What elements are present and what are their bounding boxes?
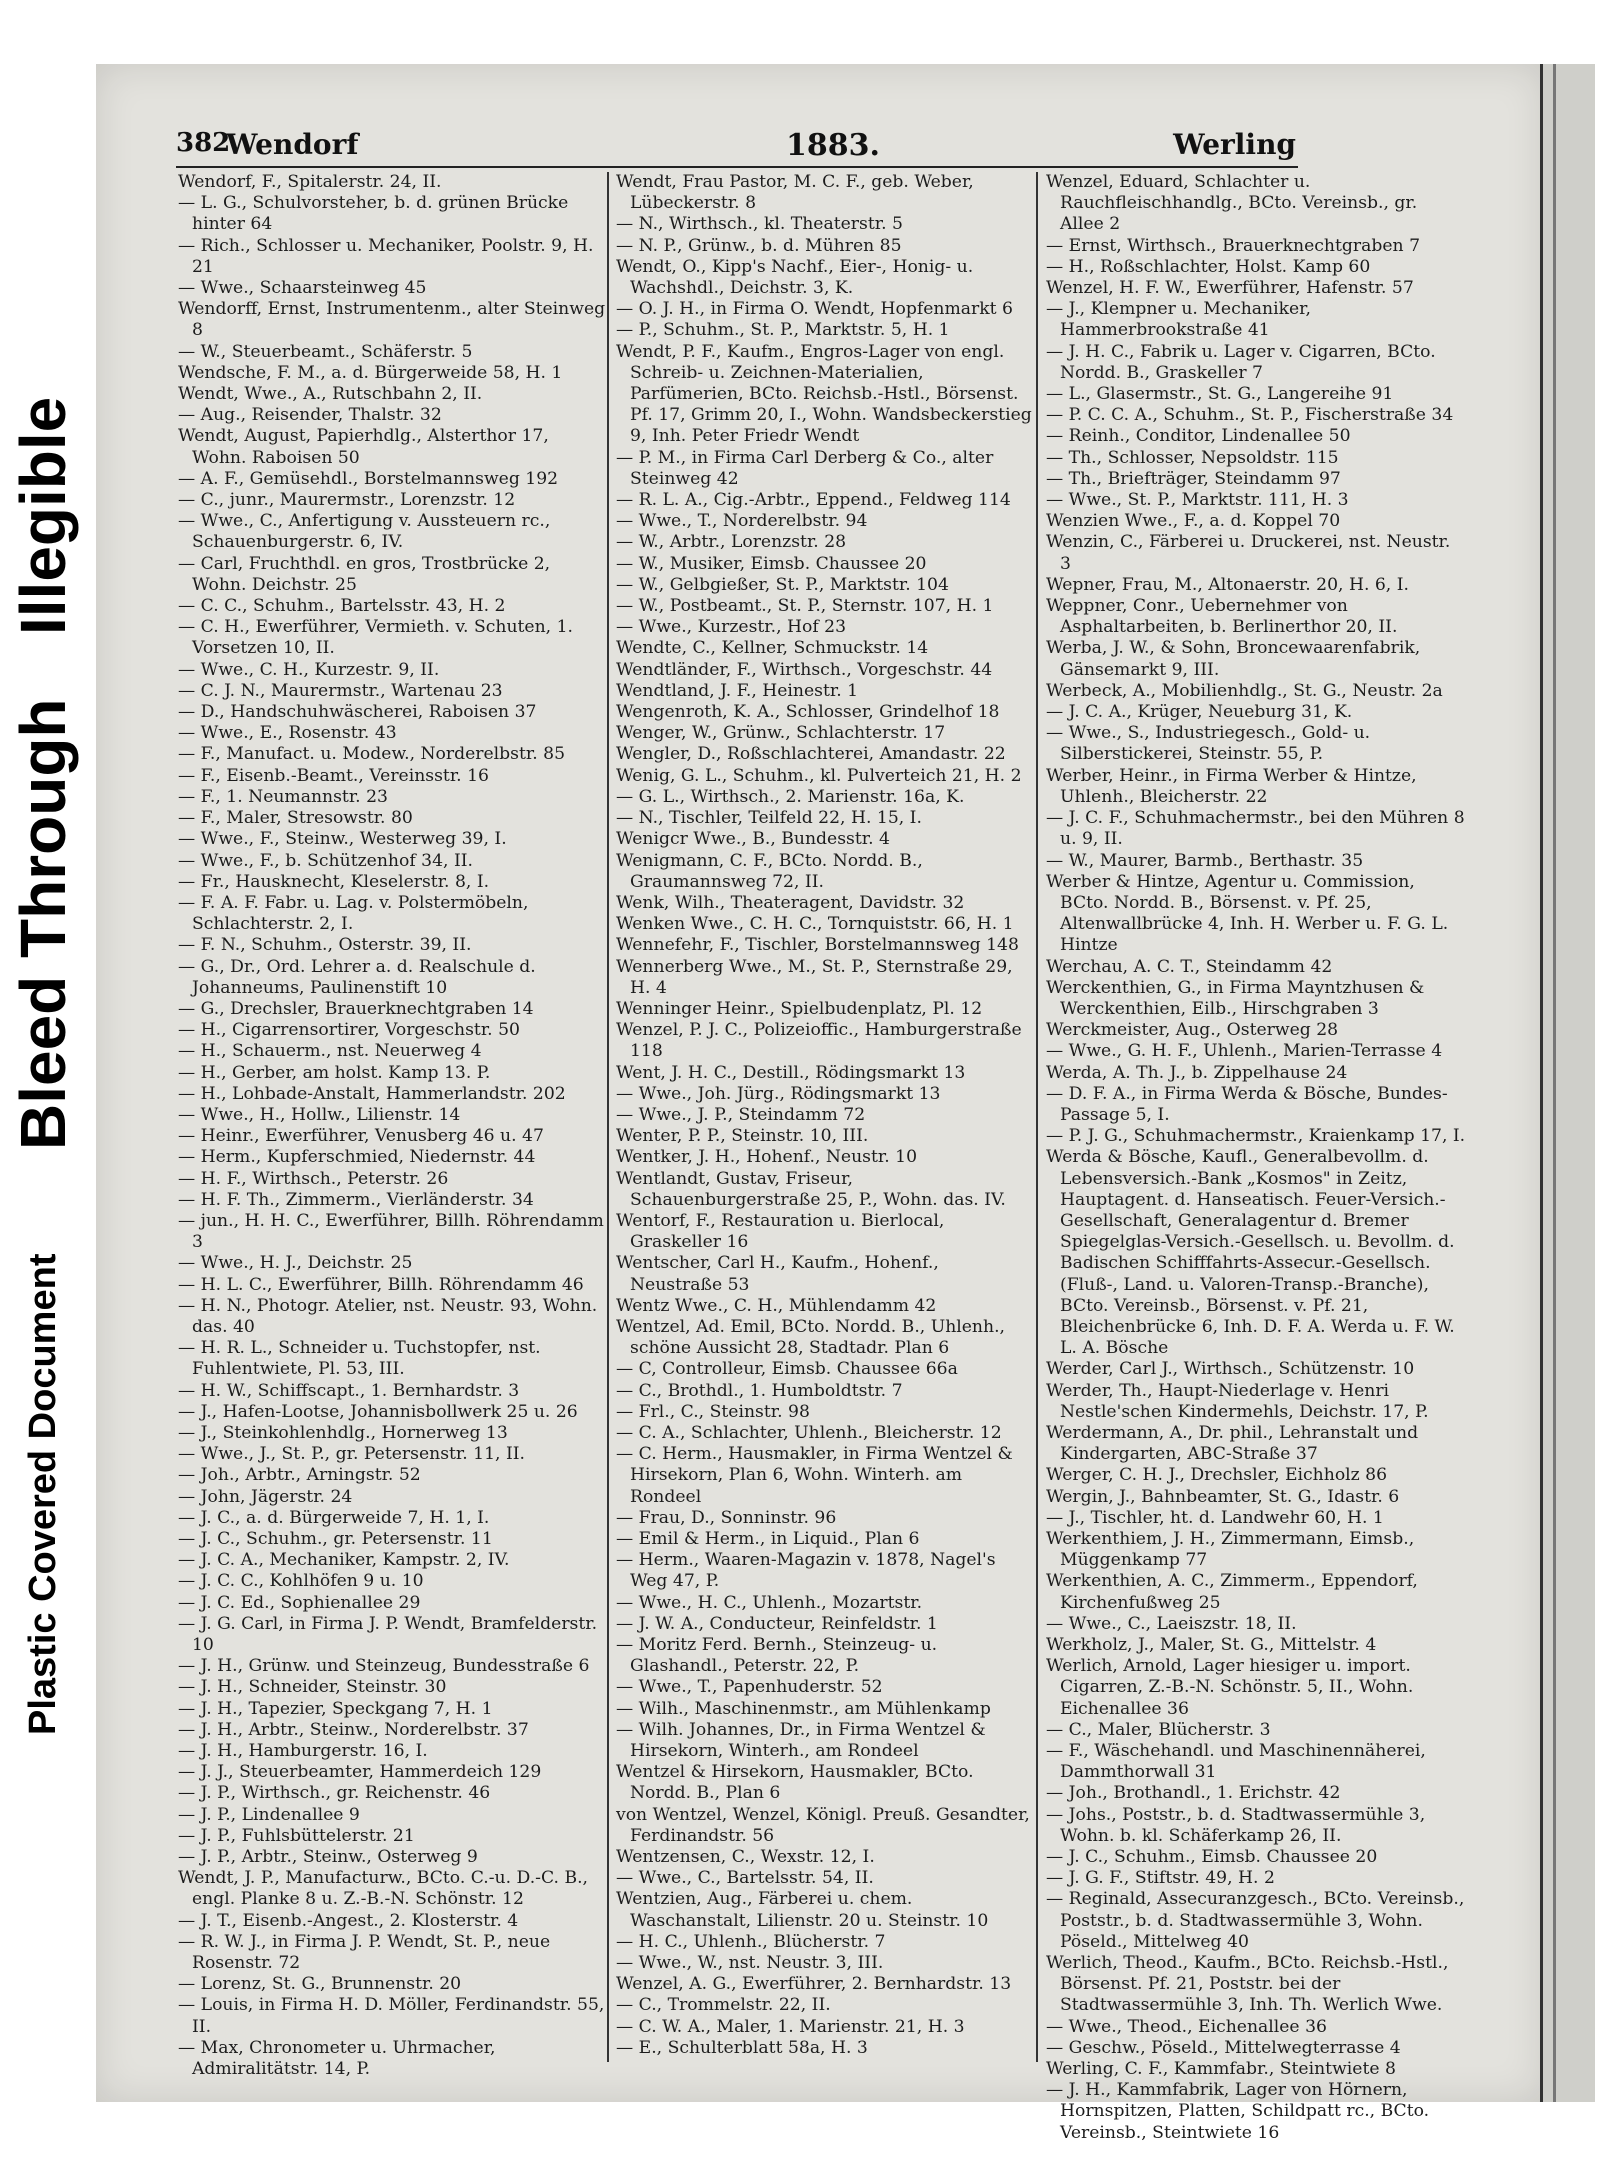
directory-entry: — G., Dr., Ord. Lehrer a. d. Realschule d. Johanneums, Paulinenstift 10: [178, 956, 536, 998]
directory-entry: Werckmeister, Aug., Osterweg 28: [1046, 1020, 1339, 1041]
directory-entry: — H., Lohbade-Anstalt, Hammerlandstr. 202: [178, 1083, 566, 1104]
directory-entry: — Herm., Waaren-Magazin v. 1878, Nagel's Weg 47, P.: [616, 1550, 996, 1592]
directory-entry: Wenzin, C., Färberei u. Druckerei, nst. Neustr. 3: [1046, 532, 1451, 574]
directory-entry: Werkenthien, A. C., Zimmerm., Eppendorf, Kirchenfußweg 25: [1046, 1571, 1418, 1613]
directory-entry: Wenzel, Eduard, Schlachter u. Rauchfleischhandlg., BCto. Vereinsb., gr. Allee 2: [1046, 172, 1418, 235]
directory-entry: — Moritz Ferd. Bernh., Steinzeug- u. Glashandl., Peterstr. 22, P.: [616, 1635, 938, 1677]
directory-entry: — J. W. A., Conducteur, Reinfeldstr. 1: [616, 1613, 938, 1634]
directory-entry: Wendorff, Ernst, Instrumentenm., alter Steinweg 8: [178, 299, 606, 341]
directory-entry: Wenzien Wwe., F., a. d. Koppel 70: [1046, 511, 1341, 532]
directory-entry: Werkenthiem, J. H., Zimmermann, Eimsb., Müggenkamp 77: [1046, 1529, 1415, 1571]
directory-entry: — G., Drechsler, Brauerknechtgraben 14: [178, 998, 534, 1019]
directory-entry: Werdermann, A., Dr. phil., Lehranstalt und Kindergarten, ABC-Straße 37: [1046, 1422, 1419, 1465]
directory-entry: — L. G., Schulvorsteher, b. d. grünen Brücke hinter 64: [178, 193, 569, 235]
directory-entry: Werder, Th., Haupt-Niederlage v. Henri Nestle'schen Kindermehls, Deichstr. 17, P.: [1046, 1380, 1429, 1422]
directory-entry: — W., Gelbgießer, St. P., Marktstr. 104: [616, 574, 949, 595]
directory-entry: — Reginald, Assecuranzgesch., BCto. Vereinsb., Poststr., b. d. Stadtwassermühle 3, Wohn. Pöseld., Mittelweg 40: [1046, 1889, 1465, 1952]
directory-entry: — F., Manufact. u. Modew., Norderelbstr. 85: [178, 744, 566, 765]
directory-entry: — J. C. A., Mechaniker, Kampstr. 2, IV.: [178, 1550, 510, 1571]
directory-entry: — C., Trommelstr. 22, II.: [616, 1995, 831, 2016]
directory-entry: — J. C., Schuhm., gr. Petersenstr. 11: [178, 1529, 493, 1549]
directory-entry: — W., Postbeamt., St. P., Sternstr. 107, H. 1: [616, 596, 994, 617]
directory-entry: — H. F. Th., Zimmerm., Vierländerstr. 34: [178, 1189, 534, 1210]
directory-entry: — H. W., Schiffscapt., 1. Bernhardstr. 3: [178, 1380, 520, 1401]
directory-entry: Wenninger Heinr., Spielbudenplatz, Pl. 12: [616, 998, 983, 1019]
directory-entry: — C., Maler, Blücherstr. 3: [1046, 1719, 1271, 1740]
directory-entry: Wendt, P. F., Kaufm., Engros-Lager von engl. Schreib- u. Zeichnen-Materialien, Parfümerien, BCto. Reichsb.-Hstl., Börsenst. Pf. 17, Grimm 20, I., Wohn. Wandsbeckerstieg 9, Inh. Peter Friedr Wendt: [616, 341, 1032, 447]
directory-entry: — Wwe., F., b. Schützenhof 34, II.: [178, 850, 473, 871]
directory-entry: — J., Steinkohlenhdlg., Hornerweg 13: [178, 1422, 508, 1443]
directory-entry: — J. G. Carl, in Firma J. P. Wendt, Bramfelderstr. 10: [178, 1613, 598, 1656]
directory-entry: — J. H., Grünw. und Steinzeug, Bundesstraße 6: [178, 1656, 590, 1677]
directory-entry: — J. J., Steuerbeamter, Hammerdeich 129: [178, 1762, 542, 1783]
directory-entry: — J., Hafen-Lootse, Johannisbollwerk 25 u. 26: [178, 1401, 578, 1422]
directory-entry: — G. L., Wirthsch., 2. Marienstr. 16a, K.: [616, 786, 965, 807]
directory-entry: — J. C. C., Kohlhöfen 9 u. 10: [178, 1571, 424, 1592]
directory-entry: — H. C., Uhlenh., Blücherstr. 7: [616, 1931, 886, 1952]
directory-entry: — Heinr., Ewerführer, Venusberg 46 u. 47: [178, 1126, 544, 1147]
directory-entry: — J. C., Schuhm., Eimsb. Chaussee 20: [1046, 1847, 1378, 1868]
directory-entry: Wentscher, Carl H., Kaufm., Hohenf., Neustraße 53: [616, 1253, 939, 1295]
directory-entry: Werber & Hintze, Agentur u. Commission, BCto. Nordd. B., Börsenst. v. Pf. 25, Altenwallbrücke 4, Inh. H. Werber u. F. G. L. Hintze: [1046, 871, 1449, 956]
directory-entry: — Max, Chronometer u. Uhrmacher, Admiralitätstr. 14, P.: [178, 2037, 496, 2080]
directory-entry: — Aug., Reisender, Thalstr. 32: [178, 405, 442, 426]
directory-entry: Wentzensen, C., Wexstr. 12, I.: [616, 1847, 875, 1868]
directory-entry: Werckenthien, G., in Firma Mayntzhusen & Werckenthien, Eilb., Hirschgraben 3: [1046, 977, 1425, 1019]
directory-entry: — N., Tischler, Teilfeld 22, H. 15, I.: [616, 808, 922, 829]
directory-entry: Went, J. H. C., Destill., Rödingsmarkt 13: [616, 1062, 966, 1083]
directory-entry: — Wilh., Maschinenmstr., am Mühlenkamp: [616, 1698, 991, 1719]
directory-entry: — Wwe., S., Industriegesch., Gold- u. Silberstickerei, Steinstr. 55, P.: [1046, 723, 1371, 765]
directory-entry: — J. H., Kammfabrik, Lager von Hörnern, Hornspitzen, Platten, Schildpatt rc., BCto. Vereinsb., Steintwiete 16: [1046, 2080, 1430, 2143]
directory-entry: Wenigmann, C. F., BCto. Nordd. B., Graumannsweg 72, II.: [616, 850, 923, 892]
directory-entry: Werbeck, A., Mobilienhdlg., St. G., Neustr. 2a: [1046, 680, 1443, 701]
directory-entry: Wengler, D., Roßschlachterei, Amandastr. 22: [616, 744, 1006, 765]
directory-entry: Werlich, Theod., Kaufm., BCto. Reichsb.-Hstl., Börsenst. Pf. 21, Poststr. bei der Stadtwassermühle 3, Inh. Th. Werlich Wwe.: [1046, 1953, 1449, 2016]
directory-entry: — C. Herm., Hausmakler, in Firma Wentzel & Hirsekorn, Plan 6, Wohn. Winterh. am Rondeel: [616, 1444, 1013, 1507]
directory-entry: — Geschw., Pöseld., Mittelwegterrasse 4: [1046, 2037, 1401, 2058]
directory-entry: — R. W. J., in Firma J. P. Wendt, St. P., neue Rosenstr. 72: [178, 1931, 551, 1974]
directory-entry: Wentorf, F., Restauration u. Bierlocal, Graskeller 16: [616, 1210, 945, 1253]
directory-entry: — J. P., Arbtr., Steinw., Osterweg 9: [178, 1847, 478, 1868]
directory-entry: — H. L. C., Ewerführer, Billh. Röhrendamm 46: [178, 1274, 584, 1295]
directory-entry: — F., Wäschehandl. und Maschinennäherei, Dammthorwall 31: [1046, 1741, 1426, 1783]
directory-entry: Wentzel & Hirsekorn, Hausmakler, BCto. Nordd. B., Plan 6: [616, 1762, 974, 1804]
directory-entry: — Th., Schlosser, Nepsoldstr. 115: [1046, 447, 1339, 468]
directory-entry: — Reinh., Conditor, Lindenallee 50: [1046, 426, 1351, 447]
directory-entry: Wenter, P. P., Steinstr. 10, III.: [616, 1126, 869, 1147]
header-rule: [176, 166, 1298, 168]
directory-entry: — J. H., Schneider, Steinstr. 30: [178, 1677, 447, 1698]
directory-entry: — H., Schauerm., nst. Neuerweg 4: [178, 1041, 482, 1062]
directory-entry: — Rich., Schlosser u. Mechaniker, Poolstr. 9, H. 21: [178, 235, 594, 277]
directory-entry: — H., Cigarrensortirer, Vorgeschstr. 50: [178, 1020, 520, 1041]
directory-entry: Wentzel, Ad. Emil, BCto. Nordd. B., Uhlenh., schöne Aussicht 28, Stadtadr. Plan 6: [616, 1316, 1005, 1359]
directory-entry: — J. P., Wirthsch., gr. Reichenstr. 46: [178, 1783, 491, 1804]
directory-entry: — E., Schulterblatt 58a, H. 3: [616, 2037, 868, 2058]
directory-entry: — Wwe., C. H., Kurzestr. 9, II.: [178, 659, 440, 680]
directory-entry: Werba, J. W., & Sohn, Broncewaarenfabrik, Gänsemarkt 9, III.: [1046, 638, 1421, 680]
directory-entry: — Joh., Brothandl., 1. Erichstr. 42: [1046, 1783, 1341, 1804]
directory-entry: Werda & Bösche, Kaufl., Generalbevollm. d. Lebensversich.-Bank „Kosmos" in Zeitz, Hauptagent. d. Hanseatisch. Feuer-Versich.-Gesellschaft, Generalagentur d. Bremer Spiegelglas-Versich.-Gesellsch. u. Bevollm. d. Badischen Schifffahrts-Assecur.-Gesellsch. (Fluß-, Land. u. Valoren-Transp.-Branche), BCto. Vereinsb., Börsenst. v. Pf. 21, Bleichenbrücke 6, Inh. D. F. A. Werda u. F. W. L. A. Bösche: [1046, 1147, 1455, 1359]
directory-entry: Weppner, Conr., Uebernehmer von Asphaltarbeiten, b. Berlinerthor 20, II.: [1046, 596, 1398, 638]
directory-entry: — W., Maurer, Barmb., Berthastr. 35: [1046, 850, 1364, 871]
illegible-label: Illegible: [7, 396, 79, 635]
directory-entry: — Lorenz, St. G., Brunnenstr. 20: [178, 1974, 462, 1995]
directory-entry: Wendsche, F. M., a. d. Bürgerweide 58, H. 1: [178, 362, 563, 383]
directory-column-2: [616, 172, 1036, 2062]
directory-entry: — J. C. A., Krüger, Neueburg 31, K.: [1046, 702, 1353, 723]
directory-entry: — Wwe., Theod., Eichenallee 36: [1046, 2016, 1327, 2037]
directory-entry: — H. F., Wirthsch., Peterstr. 26: [178, 1168, 449, 1189]
directory-entry: Werkholz, J., Maler, St. G., Mittelstr. 4: [1046, 1635, 1377, 1656]
directory-entry: — O. J. H., in Firma O. Wendt, Hopfenmarkt 6: [616, 299, 1013, 320]
directory-entry: — J. P., Fuhlsbüttelerstr. 21: [178, 1825, 415, 1846]
page-edge: [1540, 64, 1595, 2102]
directory-entry: Wentz Wwe., C. H., Mühlendamm 42: [616, 1295, 937, 1316]
directory-entry: — Wwe., J., St. P., gr. Petersenstr. 11, II.: [178, 1444, 526, 1465]
directory-entry: — Joh., Arbtr., Arningstr. 52: [178, 1465, 421, 1486]
directory-entry: — F., 1. Neumannstr. 23: [178, 786, 388, 807]
directory-entry: — A. F., Gemüsehdl., Borstelmannsweg 192: [178, 468, 559, 489]
directory-entry: — J. H., Hamburgerstr. 16, I.: [178, 1741, 428, 1762]
directory-entry: — C. C., Schuhm., Bartelsstr. 43, H. 2: [178, 596, 506, 617]
directory-column-1: [178, 172, 606, 2080]
directory-entry: — Th., Briefträger, Steindamm 97: [1046, 468, 1341, 489]
directory-entry: — F. N., Schuhm., Osterstr. 39, II.: [178, 935, 472, 956]
directory-entry: — C., junr., Maurermstr., Lorenzstr. 12: [178, 490, 516, 511]
directory-entry: Wenzel, H. F. W., Ewerführer, Hafenstr. 57: [1046, 278, 1414, 299]
directory-entry: Wenken Wwe., C. H. C., Tornquiststr. 66, H. 1: [616, 914, 1014, 935]
directory-entry: Wenzel, A. G., Ewerführer, 2. Bernhardstr. 13: [616, 1974, 1012, 1995]
directory-entry: — J. C. F., Schuhmachermstr., bei den Mühren 8 u. 9, II.: [1046, 808, 1465, 850]
directory-entry: Wendtländer, F., Wirthsch., Vorgeschstr. 44: [616, 659, 993, 680]
directory-entry: — Frau, D., Sonninstr. 96: [616, 1507, 837, 1528]
directory-entry: — N., Wirthsch., kl. Theaterstr. 5: [616, 214, 903, 235]
directory-entry: Wendt, August, Papierhdlg., Alsterthor 17, Wohn. Raboisen 50: [178, 426, 549, 468]
directory-entry: — H., Gerber, am holst. Kamp 13. P.: [178, 1062, 491, 1083]
directory-entry: — Wwe., G. H. F., Uhlenh., Marien-Terrasse 4: [1046, 1041, 1443, 1062]
directory-entry: — J., Klempner u. Mechaniker, Hammerbrookstraße 41: [1046, 299, 1311, 341]
directory-entry: Werling, C. F., Kammfabr., Steintwiete 8: [1046, 2059, 1396, 2080]
directory-entry: — Herm., Kupferschmied, Niedernstr. 44: [178, 1147, 536, 1168]
right-keyword: Werling: [1173, 128, 1296, 161]
directory-entry: — Wwe., Joh. Jürg., Rödingsmarkt 13: [616, 1083, 941, 1104]
directory-entry: Wendt, Frau Pastor, M. C. F., geb. Weber, Lübeckerstr. 8: [616, 172, 974, 214]
directory-entry: — R. L. A., Cig.-Arbtr., Eppend., Feldweg 114: [616, 490, 1011, 511]
directory-entry: — Wwe., F., Steinw., Westerweg 39, I.: [178, 829, 507, 850]
directory-entry: Wenger, W., Grünw., Schlachterstr. 17: [616, 723, 946, 744]
directory-entry: — Louis, in Firma H. D. Möller, Ferdinandstr. 55, II.: [178, 1995, 605, 2037]
directory-entry: — H., Roßschlachter, Holst. Kamp 60: [1046, 256, 1371, 277]
directory-entry: von Wentzel, Wenzel, Königl. Preuß. Gesandter, Ferdinandstr. 56: [616, 1804, 1030, 1846]
directory-entry: — P. M., in Firma Carl Derberg & Co., alter Steinweg 42: [616, 447, 994, 489]
directory-entry: — W., Musiker, Eimsb. Chaussee 20: [616, 553, 927, 574]
directory-entry: Wenig, G. L., Schuhm., kl. Pulverteich 21, H. 2: [616, 765, 1022, 786]
directory-entry: — J. C. Ed., Sophienallee 29: [178, 1592, 421, 1613]
directory-entry: Werder, Carl J., Wirthsch., Schützenstr. 10: [1046, 1359, 1415, 1380]
directory-entry: — Wwe., Kurzestr., Hof 23: [616, 617, 847, 638]
directory-entry: — J. H., Arbtr., Steinw., Norderelbstr. 37: [178, 1719, 529, 1740]
directory-entry: — Wwe., E., Rosenstr. 43: [178, 723, 397, 744]
directory-entry: Wendt, J. P., Manufacturw., BCto. C.-u. D.-C. B., engl. Planke 8 u. Z.-B.-N. Schönstr. 12: [178, 1868, 589, 1910]
directory-entry: Wendte, C., Kellner, Schmuckstr. 14: [616, 638, 929, 659]
directory-entry: — Carl, Fruchthdl. en gros, Trostbrücke 2, Wohn. Deichstr. 25: [178, 553, 551, 595]
directory-entry: Wendt, O., Kipp's Nachf., Eier-, Honig- u. Wachshdl., Deichstr. 3, K.: [616, 256, 974, 299]
directory-entry: — P. J. G., Schuhmachermstr., Kraienkamp 17, I.: [1046, 1126, 1466, 1147]
directory-entry: Wendtland, J. F., Heinestr. 1: [616, 680, 859, 701]
directory-entry: — W., Steuerbeamt., Schäferstr. 5: [178, 341, 473, 362]
directory-entry: — J. P., Lindenallee 9: [178, 1804, 360, 1825]
plastic-covered-label: Plastic Covered Document: [22, 1253, 64, 1735]
directory-entry: — F. A. F. Fabr. u. Lag. v. Polstermöbeln, Schlachterstr. 2, I.: [178, 892, 529, 935]
directory-entry: — Wwe., C., Anfertigung v. Aussteuern rc., Schauenburgerstr. 6, IV.: [178, 511, 551, 553]
year-heading: 1883.: [786, 128, 880, 163]
directory-entry: Wentlandt, Gustav, Friseur, Schauenburgerstraße 25, P., Wohn. das. IV.: [616, 1168, 1006, 1210]
column-divider-1: [607, 172, 609, 2062]
directory-entry: — jun., H. H. C., Ewerführer, Billh. Röhrendamm 3: [178, 1210, 604, 1253]
directory-entry: — W., Arbtr., Lorenzstr. 28: [616, 532, 847, 553]
directory-entry: Wennefehr, F., Tischler, Borstelmannsweg 148: [616, 935, 1019, 956]
directory-entry: — C. A., Schlachter, Uhlenh., Bleicherstr. 12: [616, 1422, 1002, 1443]
bleed-through-label: Bleed Through: [7, 698, 79, 1150]
page-number: 382: [176, 128, 231, 158]
directory-entry: — Wwe., Schaarsteinweg 45: [178, 278, 427, 299]
page-header: [176, 128, 1296, 168]
directory-entry: — N. P., Grünw., b. d. Mühren 85: [616, 235, 902, 256]
directory-entry: Wendorf, F., Spitalerstr. 24, II.: [178, 172, 442, 192]
directory-entry: — John, Jägerstr. 24: [178, 1486, 353, 1507]
directory-entry: — C., Brothdl., 1. Humboldtstr. 7: [616, 1380, 903, 1401]
directory-entry: Werda, A. Th. J., b. Zippelhause 24: [1046, 1062, 1348, 1083]
directory-entry: Wentker, J. H., Hohenf., Neustr. 10: [616, 1147, 918, 1168]
directory-entry: — L., Glasermstr., St. G., Langereihe 91: [1046, 384, 1394, 405]
directory-entry: Wergin, J., Bahnbeamter, St. G., Idastr. 6: [1046, 1486, 1400, 1507]
directory-entry: — Wwe., C., Bartelsstr. 54, II.: [616, 1868, 874, 1889]
directory-entry: Wenk, Wilh., Theateragent, Davidstr. 32: [616, 892, 965, 913]
directory-entry: Werchau, A. C. T., Steindamm 42: [1046, 956, 1333, 977]
directory-entry: Wengenroth, K. A., Schlosser, Grindelhof 18: [616, 702, 1000, 723]
directory-entry: — C. J. N., Maurermstr., Wartenau 23: [178, 680, 503, 701]
directory-entry: — Wwe., H. J., Deichstr. 25: [178, 1253, 413, 1274]
directory-entry: Wendt, Wwe., A., Rutschbahn 2, II.: [178, 384, 483, 405]
directory-entry: — H. N., Photogr. Atelier, nst. Neustr. 93, Wohn. das. 40: [178, 1295, 598, 1337]
directory-entry: Wennerberg Wwe., M., St. P., Sternstraße 29, H. 4: [616, 956, 1013, 998]
directory-entry: Wenigcr Wwe., B., Bundesstr. 4: [616, 829, 890, 850]
directory-entry: — Wwe., H. C., Uhlenh., Mozartstr.: [616, 1592, 923, 1613]
directory-entry: — F., Maler, Stresowstr. 80: [178, 808, 413, 829]
directory-entry: Werlich, Arnold, Lager hiesiger u. import. Cigarren, Z.-B.-N. Schönstr. 5, II., Wohn. Eichenallee 36: [1046, 1656, 1414, 1719]
directory-entry: — J. H., Tapezier, Speckgang 7, H. 1: [178, 1698, 493, 1719]
directory-entry: — Wilh. Johannes, Dr., in Firma Wentzel & Hirsekorn, Winterh., am Rondeel: [616, 1719, 986, 1762]
directory-entry: Wenzel, P. J. C., Polizeioffic., Hamburgerstraße 118: [616, 1020, 1022, 1062]
directory-entry: — Wwe., C., Laeiszstr. 18, II.: [1046, 1613, 1297, 1634]
directory-entry: — F., Eisenb.-Beamt., Vereinsstr. 16: [178, 765, 489, 786]
directory-column-3: [1046, 172, 1466, 2143]
column-divider-2: [1036, 172, 1038, 2062]
directory-entry: — Wwe., J. P., Steindamm 72: [616, 1104, 866, 1125]
directory-entry: Wentzien, Aug., Färberei u. chem. Waschanstalt, Lilienstr. 20 u. Steinstr. 10: [616, 1889, 989, 1931]
directory-entry: — J. G. F., Stiftstr. 49, H. 2: [1046, 1868, 1275, 1889]
directory-entry: Werber, Heinr., in Firma Werber & Hintze, Uhlenh., Bleicherstr. 22: [1046, 765, 1417, 807]
directory-entry: — P. C. C. A., Schuhm., St. P., Fischerstraße 34: [1046, 405, 1454, 426]
directory-entry: — Ernst, Wirthsch., Brauerknechtgraben 7: [1046, 235, 1421, 256]
directory-entry: — Wwe., W., nst. Neustr. 3, III.: [616, 1953, 884, 1974]
directory-entry: — J. H. C., Fabrik u. Lager v. Cigarren, BCto. Nordd. B., Graskeller 7: [1046, 341, 1436, 383]
directory-entry: — Wwe., H., Hollw., Lilienstr. 14: [178, 1104, 461, 1125]
directory-entry: — Wwe., T., Norderelbstr. 94: [616, 511, 868, 532]
directory-entry: — J. T., Eisenb.-Angest., 2. Klosterstr. 4: [178, 1910, 519, 1931]
directory-entry: — D., Handschuhwäscherei, Raboisen 37: [178, 702, 537, 723]
directory-entry: Werger, C. H. J., Drechsler, Eichholz 86: [1046, 1465, 1388, 1486]
directory-entry: — D. F. A., in Firma Werda & Bösche, Bundes-Passage 5, I.: [1046, 1083, 1448, 1125]
directory-entry: — Frl., C., Steinstr. 98: [616, 1401, 810, 1422]
directory-entry: — C. W. A., Maler, 1. Marienstr. 21, H. 3: [616, 2016, 965, 2037]
directory-entry: — Fr., Hausknecht, Kleselerstr. 8, I.: [178, 871, 490, 892]
directory-entry: Wepner, Frau, M., Altonaerstr. 20, H. 6, I.: [1046, 574, 1409, 595]
directory-entry: — Emil & Herm., in Liquid., Plan 6: [616, 1529, 920, 1549]
directory-entry: — J., Tischler, ht. d. Landwehr 60, H. 1: [1046, 1507, 1384, 1528]
directory-entry: — Wwe., T., Papenhuderstr. 52: [616, 1677, 883, 1698]
directory-entry: — C, Controlleur, Eimsb. Chaussee 66a: [616, 1359, 958, 1380]
directory-entry: — J. C., a. d. Bürgerweide 7, H. 1, I.: [178, 1507, 490, 1528]
directory-entry: — P., Schuhm., St. P., Marktstr. 5, H. 1: [616, 320, 950, 341]
directory-entry: — Wwe., St. P., Marktstr. 111, H. 3: [1046, 490, 1349, 511]
directory-entry: — H. R. L., Schneider u. Tuchstopfer, nst. Fuhlentwiete, Pl. 53, III.: [178, 1338, 541, 1380]
left-keyword: Wendorf: [226, 128, 359, 161]
directory-entry: — Johs., Poststr., b. d. Stadtwassermühle 3, Wohn. b. kl. Schäferkamp 26, II.: [1046, 1804, 1426, 1846]
directory-entry: — C. H., Ewerführer, Vermieth. v. Schuten, 1. Vorsetzen 10, II.: [178, 617, 573, 659]
